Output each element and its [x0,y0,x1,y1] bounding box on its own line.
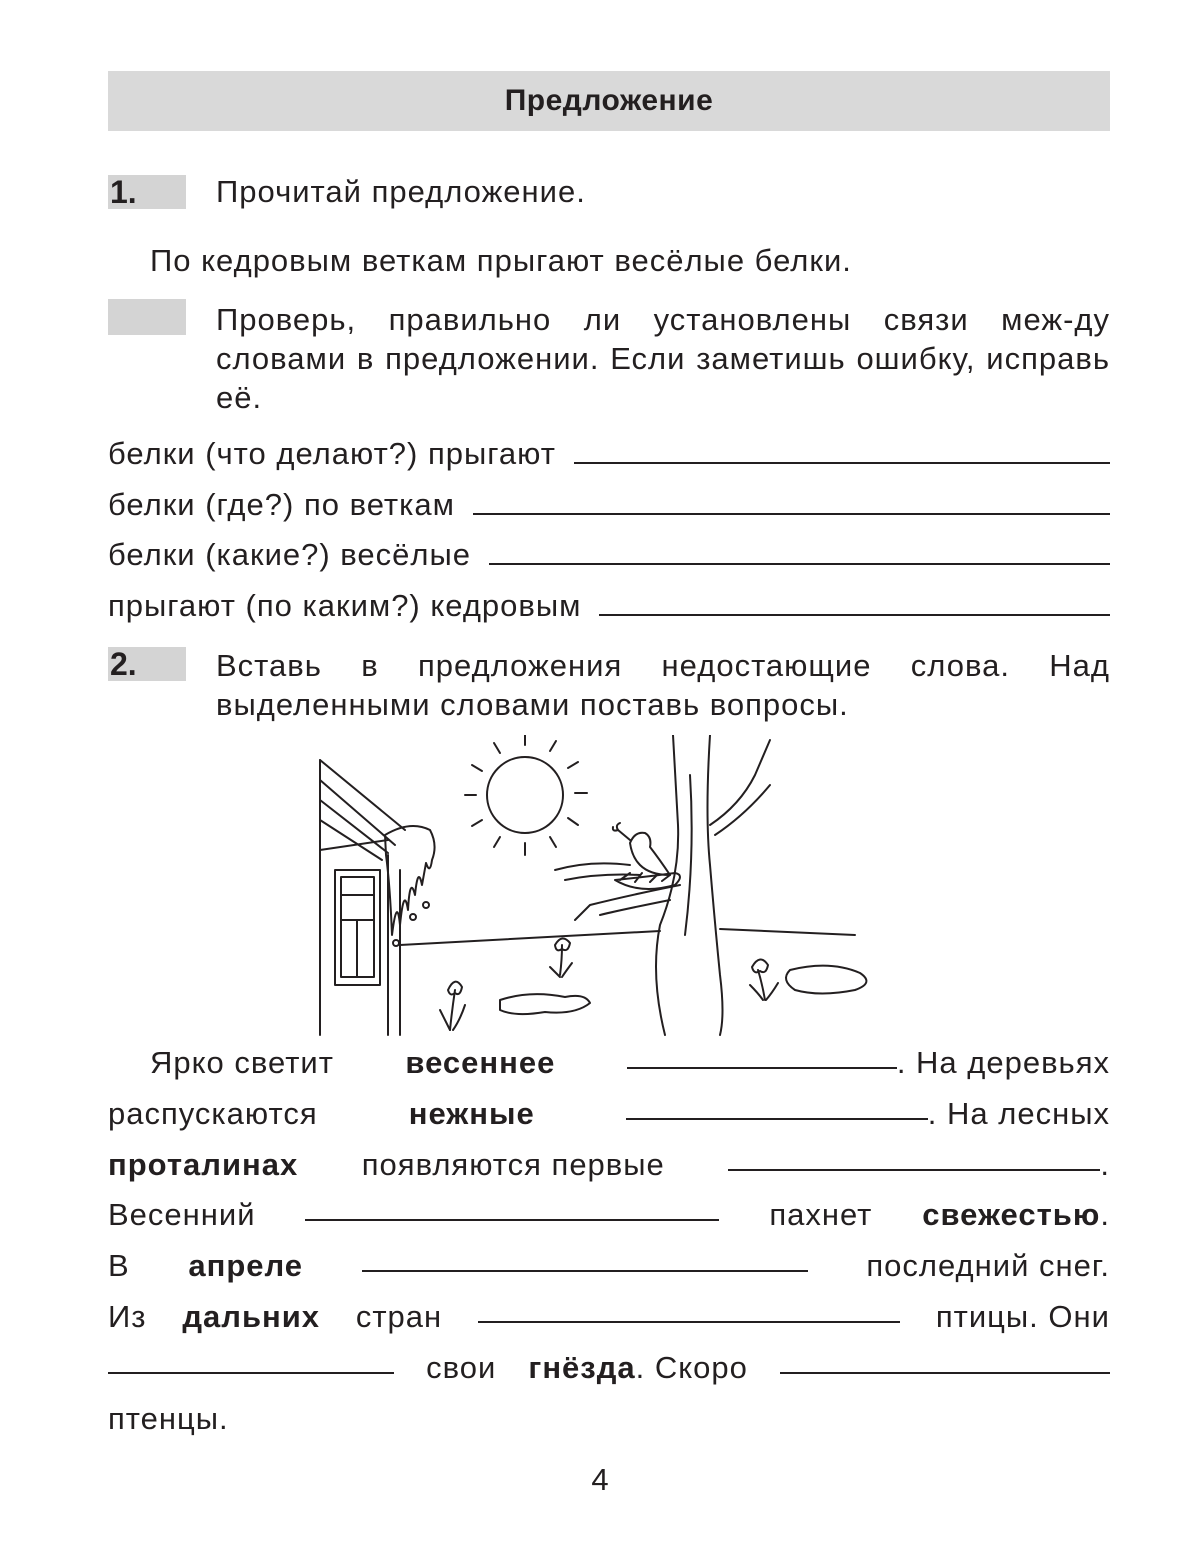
pair-text: белки (какие?) весёлые [108,537,472,572]
text-fragment: Из [108,1299,147,1334]
text-fragment: . [1100,1147,1110,1182]
blank-line[interactable] [478,1321,900,1323]
text-line-5 [108,1248,1110,1290]
highlighted-word: проталинах [108,1147,299,1182]
pair-row [108,584,1110,624]
text-fragment: пахнет [769,1197,873,1232]
answer-line[interactable] [599,614,1110,616]
text-fragment: птицы. Они [935,1299,1110,1334]
highlighted-word: весеннее [405,1045,556,1080]
text-line-2 [108,1096,1110,1138]
blank-line[interactable] [626,1118,928,1120]
text-fragment: . На лесных [927,1096,1110,1131]
text-line-8: птенцы. [108,1401,229,1436]
text-fragment: Ярко светит [150,1045,334,1080]
pair-text: белки (где?) по веткам [108,487,455,522]
pair-text: белки (что делают?) прыгают [108,436,556,471]
blank-line[interactable] [362,1270,808,1272]
blank-line[interactable] [305,1219,719,1221]
pair-row [108,533,1110,573]
section-header [108,71,1110,131]
task-2-instruction: Вставь в предложения недостающие слова. Над выделенными словами поставь вопросы. [216,648,1110,722]
blank-line[interactable] [627,1067,897,1069]
pair-row [108,432,1110,472]
blank-line[interactable] [780,1372,1110,1374]
answer-line[interactable] [574,462,1110,464]
text-line-3 [108,1147,1110,1189]
text-fragment: . На деревьях [896,1045,1110,1080]
text-fragment: . Скоро [635,1350,748,1385]
task-1-sentence: По кедровым веткам прыгают весёлые белки. [150,243,852,278]
highlighted-word: дальних [182,1299,321,1334]
blank-line[interactable] [728,1169,1100,1171]
blank-line[interactable] [108,1372,394,1374]
highlighted-word: свежестью [922,1197,1101,1232]
task-1-number: 1. [108,175,186,209]
answer-line[interactable] [489,563,1110,565]
spring-illustration [300,735,900,1040]
text-fragment: появляются первые [361,1147,665,1182]
text-fragment: В [108,1248,130,1283]
page-number: 4 [591,1462,609,1497]
text-fragment: распускаются [108,1096,318,1131]
text-line-4 [108,1197,1110,1239]
highlighted-word: нежные [408,1096,535,1131]
text-fragment: свои [426,1350,497,1385]
highlighted-word: гнёзда [528,1350,636,1385]
task-1-instruction: Прочитай предложение. [216,174,586,209]
text-fragment: Весенний [108,1197,256,1232]
highlighted-word: апреле [188,1248,304,1283]
text-line-6 [108,1299,1110,1341]
task-2-number: 2. [108,647,186,681]
text-fragment: . [1100,1197,1110,1232]
task-1-subtask-marker [108,299,186,335]
section-title: Предложение [504,84,714,117]
text-line-1 [108,1045,1110,1087]
text-fragment: последний снег. [866,1248,1110,1283]
text-line-7 [108,1350,1110,1392]
pair-row [108,483,1110,523]
pair-text: прыгают (по каким?) кедровым [108,588,582,623]
task-1-check-instruction: Проверь, правильно ли установлены связи меж-ду словами в предложении. Если заметишь ошибку, исправь её. [216,302,1110,415]
answer-line[interactable] [473,513,1110,515]
text-fragment: стран [355,1299,443,1334]
